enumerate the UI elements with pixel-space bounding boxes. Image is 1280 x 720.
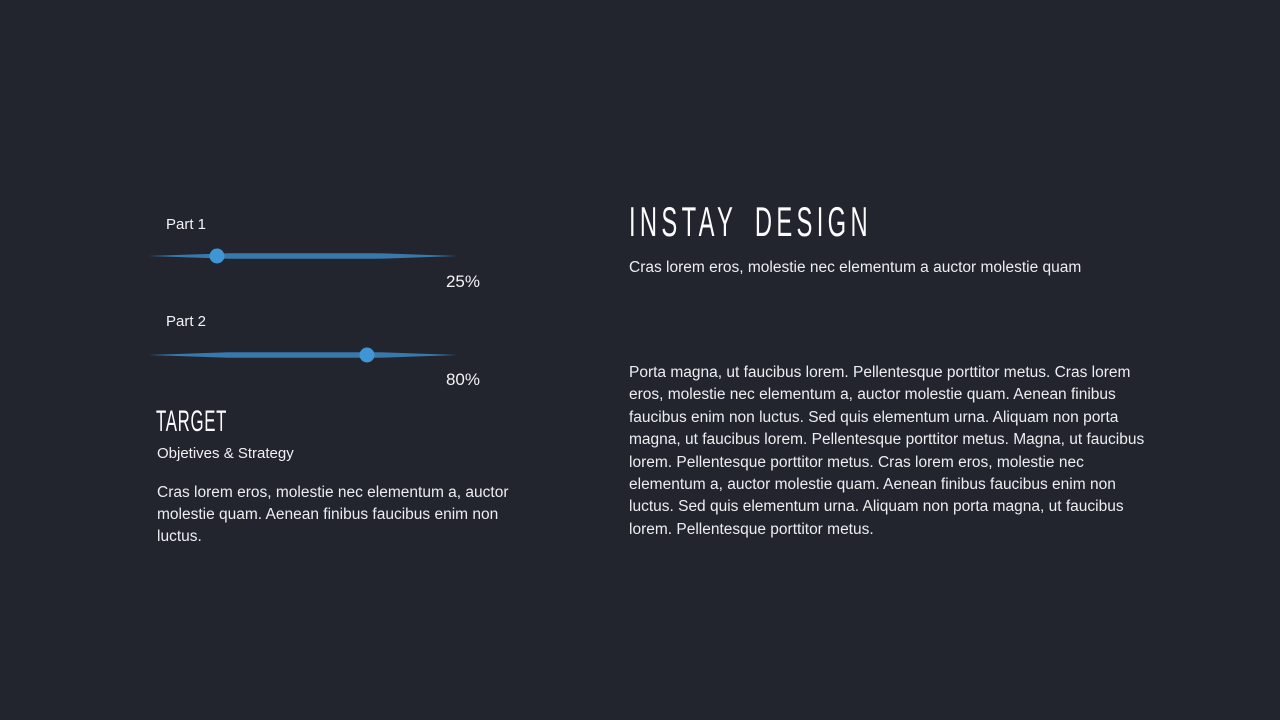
target-subheading: Objetives & Strategy	[157, 445, 294, 462]
page-title: INSTAY DESIGN	[629, 198, 872, 245]
main-subtitle: Cras lorem eros, molestie nec elementum a auctor molestie quam	[629, 259, 1082, 276]
target-heading: TARGET	[156, 405, 228, 439]
slider-1-value: 25%	[445, 272, 480, 291]
slider-2[interactable]	[148, 347, 458, 363]
slider-1-label: Part 1	[166, 216, 207, 233]
slider-2-track[interactable]	[148, 352, 458, 358]
slider-2-handle[interactable]	[360, 348, 375, 363]
slider-1-handle[interactable]	[210, 249, 225, 264]
slider-1[interactable]	[148, 248, 458, 264]
target-body-text: Cras lorem eros, molestie nec elementum a, auctor molestie quam. Aenean finibus faucibus enim non luctus.	[157, 484, 509, 546]
slider-2-label: Part 2	[166, 313, 207, 330]
main-body-text: Porta magna, ut faucibus lorem. Pellentesque porttitor metus. Cras lorem eros, molestie nec elementum a, auctor molestie quam. Aenean finibus faucibus enim non luctus. Sed quis elementum urna. Aliquam non porta magna, ut faucibus lorem. Pellentesque porttitor metus. Magna, ut faucibus lorem. Pellentesque porttitor metus. Cras lorem eros, molestie nec elementum a, auctor molestie quam. Aenean finibus faucibus enim non luctus. Sed quis elementum urna. Aliquam non porta magna, ut faucibus lorem. Pellentesque porttitor metus.	[629, 364, 1145, 538]
slider-2-value: 80%	[445, 370, 480, 389]
slider-1-track[interactable]	[148, 253, 458, 259]
